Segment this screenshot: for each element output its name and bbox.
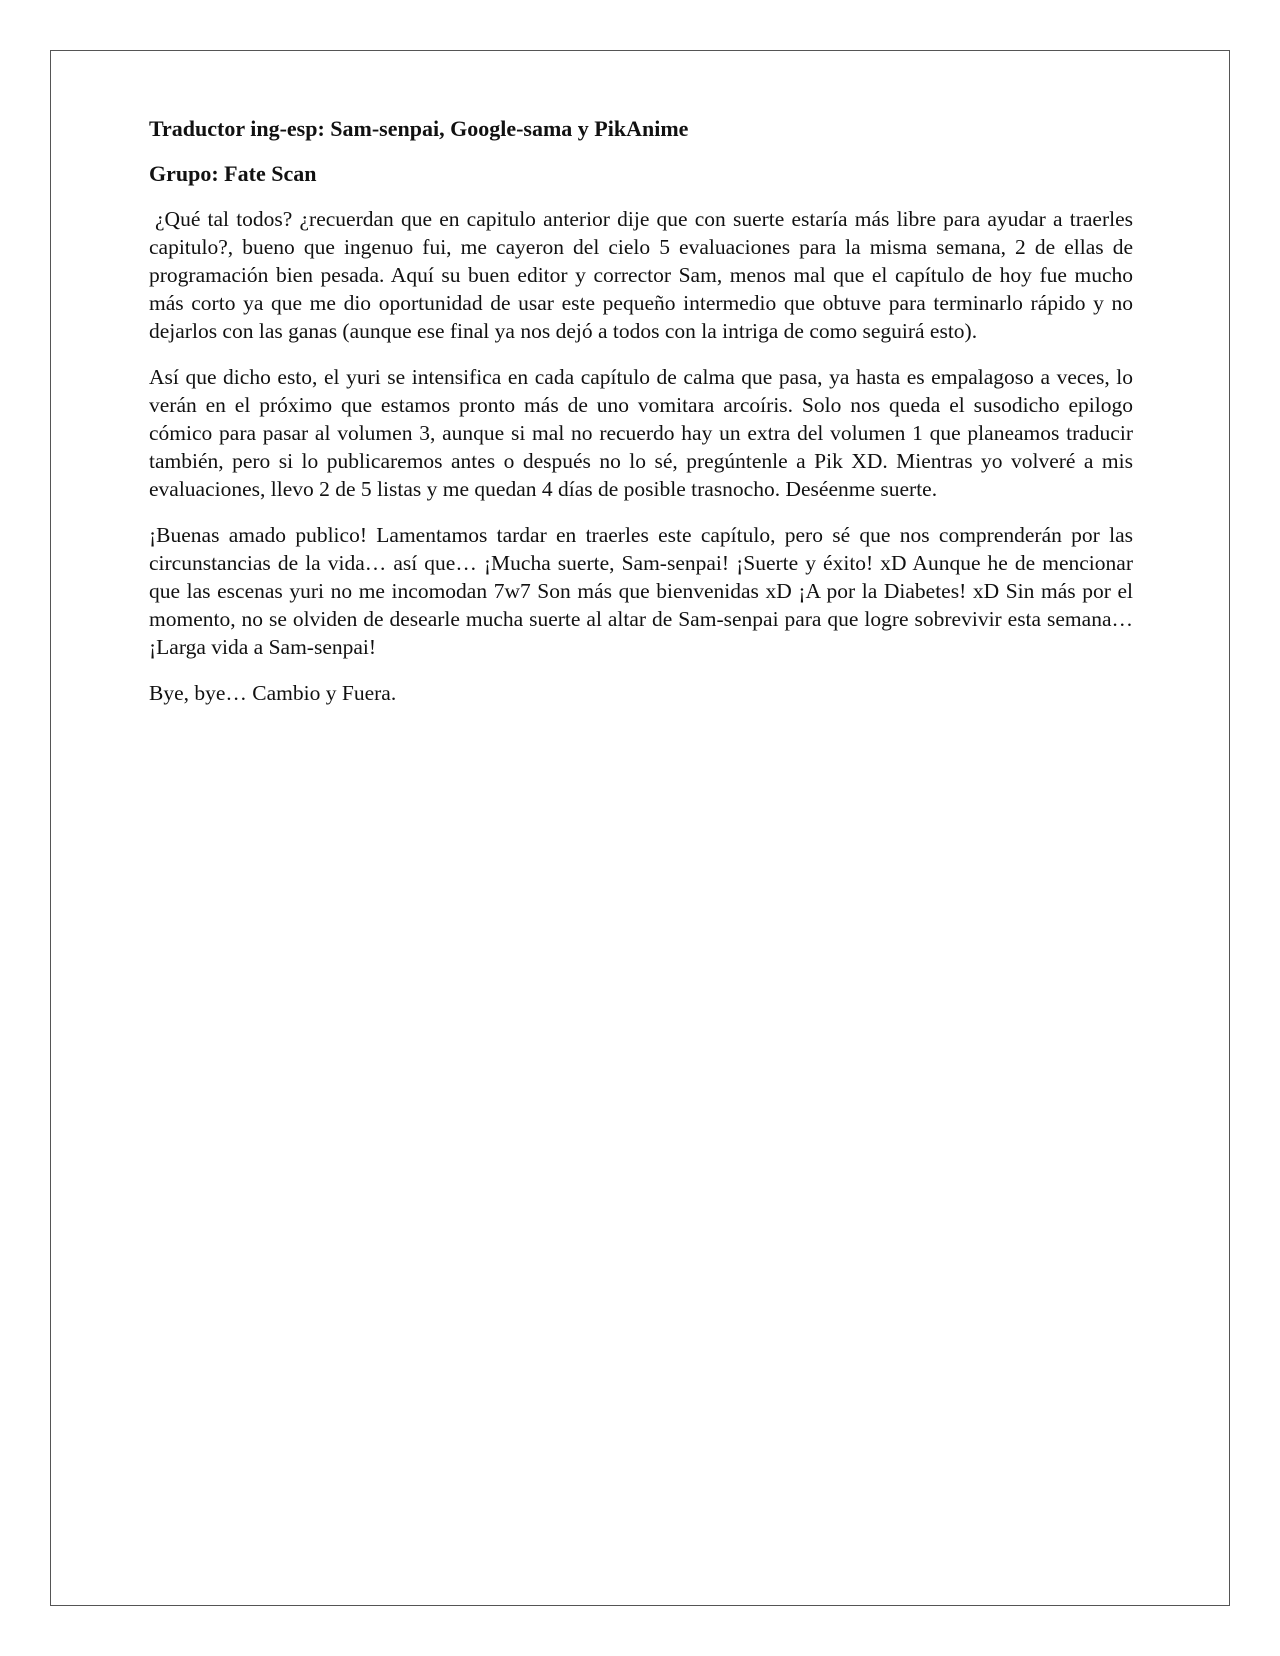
translator-line: Traductor ing-esp: Sam-senpai, Google-sama y PikAnime <box>149 116 689 141</box>
paragraph-editor-note: ¿Qué tal todos? ¿recuerdan que en capitulo anterior dije que con suerte estaría más libre para ayudar a traerles capitulo?, bueno que ingenuo fui, me cayeron del cielo 5 evaluaciones para la misma semana, 2 de ellas de programación bien pesada. Aquí su buen editor y corrector Sam, menos mal que el capítulo de hoy fue mucho más corto ya que me dio oportunidad de usar este pequeño intermedio que obtuve para terminarlo rápido y no dejarlos con las ganas (aunque ese final ya nos dejó a todos con la intriga de como seguirá esto). <box>149 207 1133 343</box>
group-line: Grupo: Fate Scan <box>149 161 317 186</box>
paragraph-farewell: Bye, bye… Cambio y Fuera. <box>149 681 397 705</box>
document-body <box>149 115 1133 725</box>
paragraph-yuri-note: Así que dicho esto, el yuri se intensifica en cada capítulo de calma que pasa, ya hasta es empalagoso a veces, lo verán en el próximo que estamos pronto más de uno vomitara arcoíris. Solo nos queda el susodicho epilogo cómico para pasar al volumen 3, aunque si mal no recuerdo hay un extra del volumen 1 que planeamos traducir también, pero si lo publicaremos antes o después no lo sé, pregúntenle a Pik XD. Mientras yo volveré a mis evaluaciones, llevo 2 de 5 listas y me quedan 4 días de posible trasnocho. Deséenme suerte. <box>149 365 1133 501</box>
paragraph-public-note: ¡Buenas amado publico! Lamentamos tardar en traerles este capítulo, pero sé que nos comprenderán por las circunstancias de la vida… así que… ¡Mucha suerte, Sam-senpai! ¡Suerte y éxito! xD Aunque he de mencionar que las escenas yuri no me incomodan 7w7 Son más que bienvenidas xD ¡A por la Diabetes! xD Sin más por el momento, no se olviden de desearle mucha suerte al altar de Sam-senpai para que logre sobrevivir esta semana… ¡Larga vida a Sam-senpai! <box>149 523 1133 659</box>
